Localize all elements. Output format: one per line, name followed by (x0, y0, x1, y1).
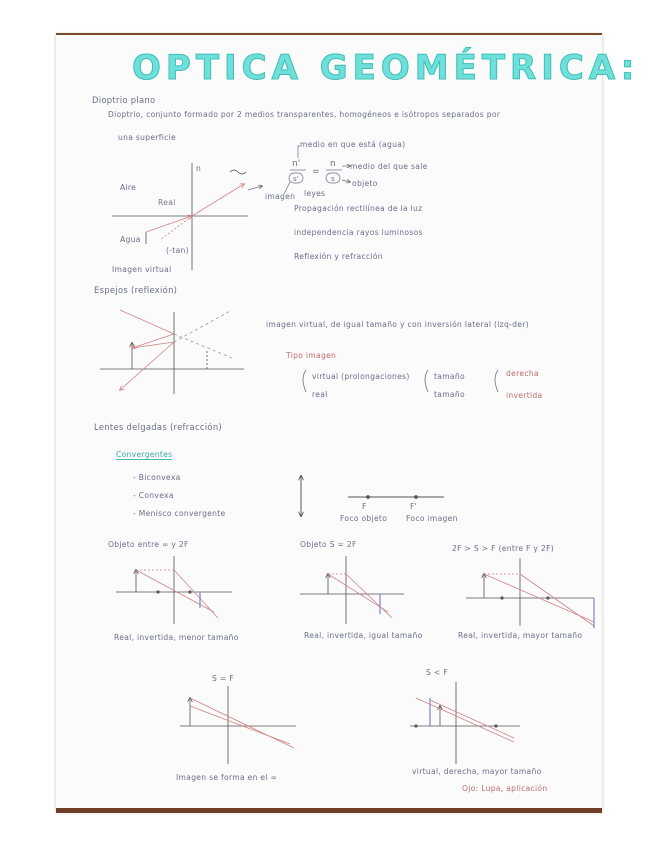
case5-focus-1 (415, 725, 417, 727)
case5-diagram (410, 682, 520, 764)
mirror-ray-4 (120, 342, 174, 390)
label-aire: Aire (120, 183, 137, 192)
case5-focus-2 (495, 725, 497, 727)
focus-f-prime-label: F' (410, 502, 418, 511)
case3-focus-2 (547, 597, 549, 599)
wave-mark (230, 170, 246, 174)
arrow-from-diagram (248, 186, 262, 190)
foco-objeto-label: Foco objeto (340, 514, 388, 523)
arrow-img (284, 182, 290, 194)
lens-type-2: - Convexa (133, 491, 174, 500)
extension-dashed (160, 216, 192, 240)
case3-focus-1 (501, 597, 503, 599)
option-derecha: derecha (506, 369, 539, 378)
case1-ray-c (136, 570, 214, 612)
option-tamano-2: tamaño (434, 390, 465, 399)
case2-diagram (300, 556, 404, 624)
tipo-imagen: Tipo imagen (286, 351, 337, 360)
case5-ray-a (416, 698, 514, 742)
case1-title: Objeto entre ∞ y 2F (108, 540, 189, 549)
case3-title: 2F > S > F (entre F y 2F) (452, 544, 554, 553)
dioptrio-formula (248, 146, 350, 194)
case4-result: Imagen se forma en el ∞ (176, 773, 278, 782)
option-tamano-1: tamaño (434, 372, 465, 381)
case1-result: Real, invertida, menor tamaño (114, 633, 239, 642)
case1-focus-2 (189, 591, 191, 593)
convergentes-heading: Convergentes (116, 450, 173, 459)
lens-symbols (301, 476, 444, 516)
incident-ray (146, 216, 192, 232)
label-real: Real (158, 198, 176, 207)
formula-leyes-note: leyes (304, 189, 326, 198)
option-real: real (312, 390, 328, 399)
foco-imagen-label: Foco imagen (406, 514, 458, 523)
law-2: independencia rayos luminosos (294, 228, 423, 237)
tipo-brackets (303, 370, 498, 392)
bracket-3 (495, 370, 498, 392)
formula-img-note: imagen (265, 192, 296, 201)
formula-n: n (330, 159, 336, 169)
case1-focus-1 (157, 591, 159, 593)
case4-diagram (180, 686, 296, 764)
case3-ray-b (520, 574, 594, 626)
page-title: OPTICA GEOMÉTRICA: (132, 48, 640, 88)
case1-diagram (116, 556, 232, 624)
espejos-heading: Espejos (reflexión) (94, 285, 178, 295)
case2-title: Objeto S = 2F (300, 540, 357, 549)
case2-ray-b (346, 574, 392, 618)
case3-result: Real, invertida, mayor tamaño (458, 631, 583, 640)
arrow-top (298, 146, 300, 158)
label-n: n (196, 164, 202, 173)
case5-ray-b (430, 700, 514, 738)
dioptrio-diagram (112, 163, 248, 270)
mirror-ray-2 (132, 334, 174, 348)
formula-top-note: medio en que está (agua) (300, 140, 406, 149)
formula-s-prime: s' (293, 175, 299, 183)
dioptrio-definition-2: una superficie (118, 133, 177, 142)
focus-point-f-prime (415, 496, 418, 499)
formula-right-note: medio del que sale (350, 162, 428, 171)
refracted-ray (192, 184, 244, 216)
lens-type-1: - Biconvexa (133, 473, 181, 482)
dioptrio-heading: Dioptrio plano (92, 95, 156, 105)
label-pd: (-tan) (166, 246, 189, 255)
dioptrio-definition-1: Dioptrio, conjunto formado por 2 medios transparentes, homogéneos e isótropos separados por (108, 110, 501, 119)
case5-title: S < F (426, 668, 448, 677)
mirror-ray-1 (120, 310, 174, 334)
mirror-ext-2 (174, 310, 232, 342)
option-invertida: invertida (506, 391, 543, 400)
case4-title: S = F (212, 674, 234, 683)
lens-type-3: - Menisco convergente (133, 509, 226, 518)
case5-note: Ojo: Lupa, aplicación (462, 784, 548, 793)
case4-ray-a (190, 698, 294, 748)
label-imagen-virtual: Imagen virtual (112, 265, 172, 274)
case5-result: virtual, derecha, mayor tamaño (412, 767, 542, 776)
case4-ray-b (190, 706, 290, 744)
focus-point-f (367, 496, 370, 499)
espejos-image-desc: imagen virtual, de igual tamaño y con inversión lateral (izq-der) (266, 320, 529, 329)
option-virtual: virtual (prolongaciones) (312, 372, 410, 381)
bracket-2 (425, 370, 428, 392)
case3-diagram (466, 558, 594, 628)
formula-equals: = (312, 167, 320, 177)
label-agua: Agua (120, 235, 141, 244)
law-3: Reflexión y refracción (294, 252, 383, 261)
formula-obj-note: objeto (352, 179, 378, 188)
formula-s: s (331, 175, 335, 183)
arrow-obj (342, 180, 350, 182)
case2-ray-c (328, 574, 388, 612)
mirror-diagram (100, 310, 244, 394)
lentes-heading: Lentes delgadas (refracción) (94, 422, 222, 432)
formula-n-prime: n' (292, 159, 301, 169)
focus-f-label: F (362, 502, 367, 511)
case2-result: Real, invertida, igual tamaño (304, 631, 423, 640)
law-1: Propagación rectilínea de la luz (294, 204, 423, 213)
bracket-1 (303, 370, 306, 392)
mirror-ext-1 (174, 334, 232, 358)
